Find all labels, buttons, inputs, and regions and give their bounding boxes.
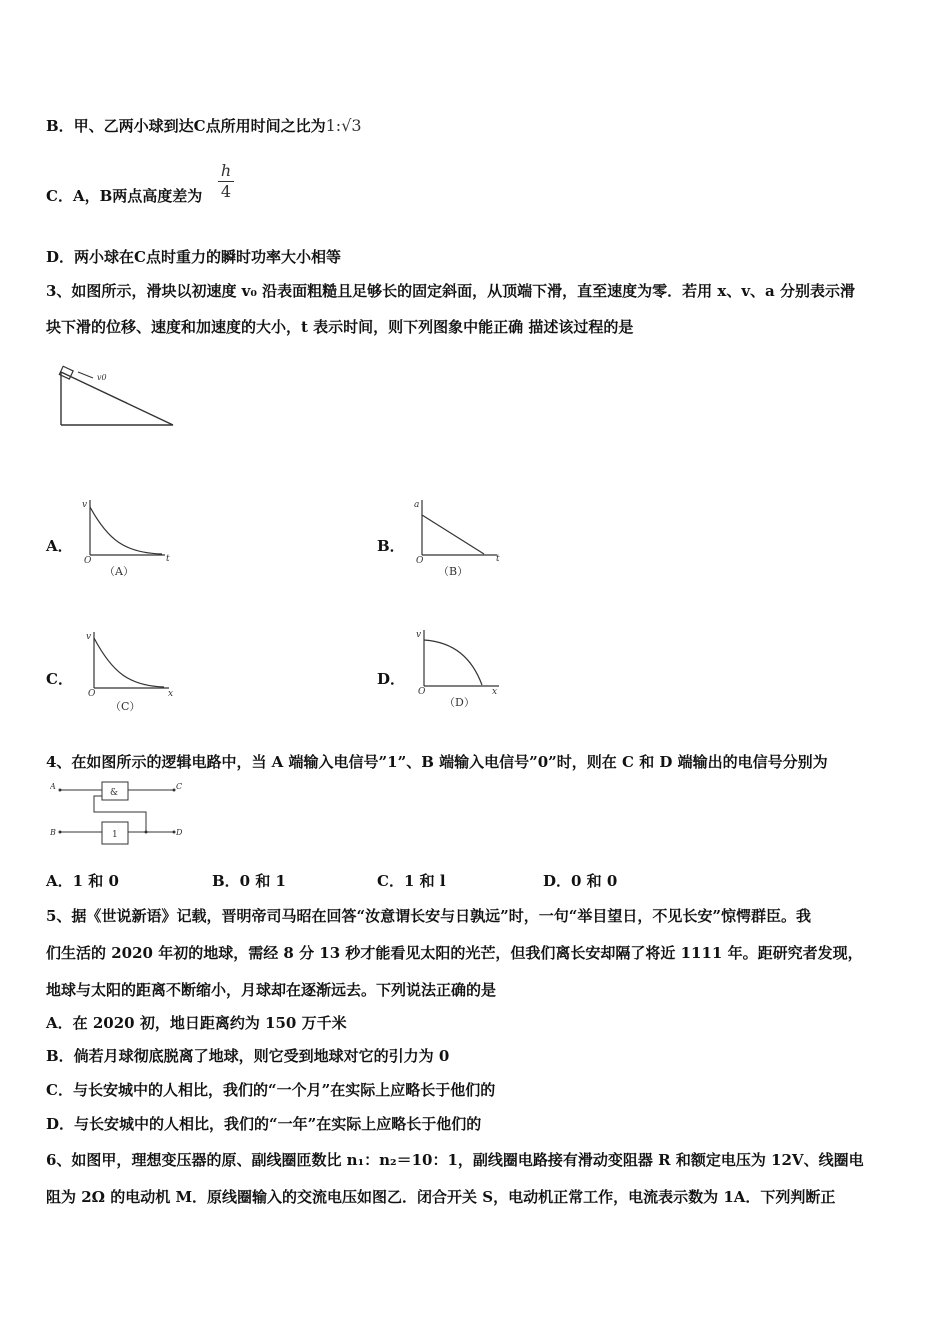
q2-option-b-text: B．甲、乙两小球到达C点所用时间之比为 — [46, 117, 326, 135]
q5-stem-line1: 5、据《世说新语》记载，晋明帝司马昭在回答“汝意谓长安与日孰远”时，一句“举目望日，不见长安”惊愕群臣。我 — [46, 907, 811, 925]
not-gate-symbol: 1 — [112, 830, 118, 840]
and-gate-symbol: & — [110, 788, 119, 798]
graph-b-line — [422, 515, 484, 554]
incline-v0-label: v0 — [97, 373, 107, 382]
circuit-d-label: D — [176, 828, 183, 837]
q2-option-b — [46, 116, 362, 136]
q5-stem-line3: 地球与太阳的距离不断缩小，月球却在逐渐远去。下列说法正确的是 — [46, 981, 497, 999]
q6-stem-line1: 6、如图甲，理想变压器的原、副线圈匝数比 n₁：n₂＝10：1，副线圈电路接有滑动变阻器 R 和额定电压为 12V、线圈电 — [46, 1151, 864, 1169]
q3-option-a-label: A． — [46, 537, 73, 555]
q4-option-b: B．0 和 1 — [212, 872, 286, 890]
q3-option-c-label: C． — [46, 670, 73, 688]
graph-b — [412, 495, 512, 585]
circuit-b-label: B — [50, 828, 56, 837]
q6-stem-line2: 阻为 2Ω 的电动机 M．原线圈输入的交流电压如图乙．闭合开关 S，电动机正常工作，电流表示数为 1A．下列判断正 — [46, 1188, 836, 1206]
graph-c-y-label: v — [86, 632, 92, 642]
circuit-c-label: C — [176, 782, 183, 791]
fraction-denominator: 4 — [218, 181, 234, 202]
graph-b-y-label: a — [414, 500, 420, 510]
graph-a — [80, 495, 180, 585]
q4-option-d: D．0 和 0 — [543, 872, 618, 890]
q3-option-d-label: D． — [377, 670, 406, 688]
graph-c-x-label: x — [168, 689, 174, 699]
graph-c-caption: （C） — [110, 700, 141, 713]
graph-b-x-label: t — [496, 554, 500, 564]
graph-d-caption: （D） — [444, 696, 475, 709]
graph-d — [414, 624, 514, 716]
q5-stem-line2: 们生活的 2020 年初的地球，需经 8 分 13 秒才能看见太阳的光芒，但我们离长安却隔了将近 1111 年。距研究者发现， — [46, 944, 863, 962]
q3-option-b-label: B． — [377, 537, 405, 555]
q2-option-c-fraction — [218, 161, 234, 202]
circuit-a-label: A — [50, 782, 56, 791]
graph-a-curve — [90, 507, 162, 554]
q2-option-c-text: C．A，B两点高度差为 — [46, 187, 203, 205]
q5-option-c: C．与长安城中的人相比，我们的“一个月”在实际上应略长于他们的 — [46, 1081, 496, 1099]
q3-stem-line1: 3、如图所示，滑块以初速度 v₀ 沿表面粗糙且足够长的固定斜面，从顶端下滑，直至速度为零．若用 x、v、a 分别表示滑 — [46, 282, 855, 300]
incline-figure — [55, 364, 185, 430]
q4-stem: 4、在如图所示的逻辑电路中，当 A 端输入电信号”1”、B 端输入电信号”0”时，则在 C 和 D 端输出的电信号分别为 — [46, 753, 828, 771]
q4-option-c: C．1 和 l — [377, 872, 446, 890]
q5-option-d: D．与长安城中的人相比，我们的“一年”在实际上应略长于他们的 — [46, 1115, 482, 1133]
q2-option-d — [46, 247, 341, 267]
graph-a-y-label: v — [82, 500, 88, 510]
graph-c — [84, 626, 184, 718]
q3-stem-line2: 块下滑的位移、速度和加速度的大小，t 表示时间，则下列图象中能正确 描述该过程的是 — [46, 318, 634, 336]
q5-option-a: A．在 2020 初，地日距离约为 150 万千米 — [46, 1014, 347, 1032]
velocity-arrow — [78, 372, 93, 378]
graph-d-origin: O — [418, 687, 426, 697]
graph-a-x-label: t — [166, 554, 170, 564]
graph-b-origin: O — [416, 556, 424, 566]
graph-d-y-label: v — [416, 630, 422, 640]
q2-option-d-text: D．两小球在C点时重力的瞬时功率大小相等 — [46, 248, 341, 266]
q4-option-a: A．1 和 0 — [46, 872, 119, 890]
graph-c-origin: O — [88, 689, 96, 699]
q5-option-b: B．倘若月球彻底脱离了地球，则它受到地球对它的引力为 0 — [46, 1047, 450, 1065]
graph-a-origin: O — [84, 556, 92, 566]
graph-d-x-label: x — [492, 687, 498, 697]
graph-d-curve — [424, 640, 482, 685]
graph-b-caption: （B） — [438, 565, 469, 578]
q2-option-c — [46, 186, 202, 206]
q2-option-b-math: 1:√3 — [325, 116, 362, 135]
graph-a-caption: （A） — [104, 565, 134, 578]
graph-c-curve — [94, 638, 164, 687]
fraction-numerator: h — [220, 161, 232, 180]
logic-circuit-figure — [50, 778, 190, 860]
